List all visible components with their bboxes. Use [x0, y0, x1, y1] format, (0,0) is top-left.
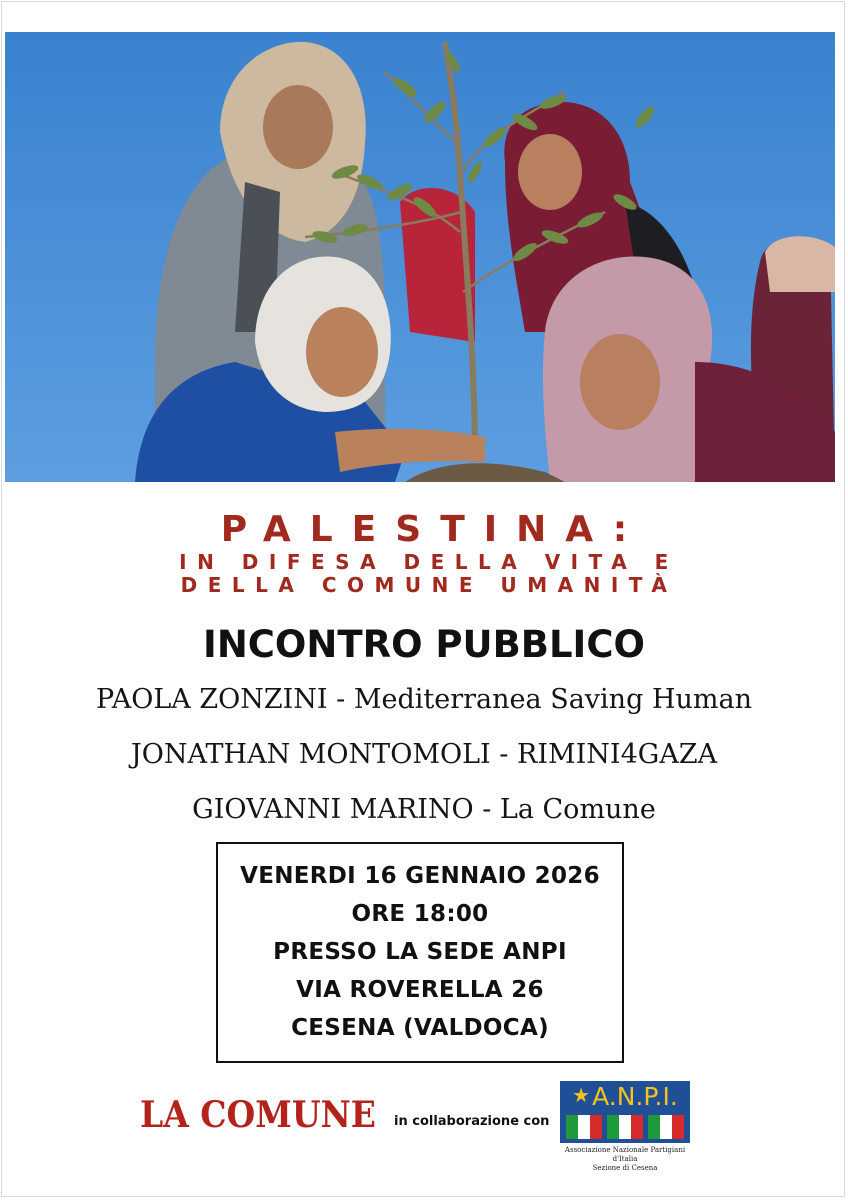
la-comune-logo: LA COMUNE [140, 1092, 376, 1136]
italian-flag-icon [607, 1115, 643, 1139]
speaker-3: GIOVANNI MARINO - La Comune [192, 794, 656, 825]
event-city: CESENA (VALDOCA) [291, 1015, 549, 1041]
anpi-caption-line-2: Sezione di Cesena [592, 1164, 658, 1172]
photo-women-planting-olive-tree [5, 32, 835, 482]
event-place: PRESSO LA SEDE ANPI [273, 939, 567, 965]
event-address: VIA ROVERELLA 26 [296, 977, 544, 1003]
anpi-logo-text: A.N.P.I. [592, 1081, 678, 1111]
star-icon: ★ [572, 1085, 591, 1107]
title-subtitle-line-2: DELLA COMUNE UMANITÀ [180, 573, 678, 597]
title-subtitle-line-1: IN DIFESA DELLA VITA E [179, 550, 679, 574]
meeting-heading: INCONTRO PUBBLICO [203, 623, 645, 666]
hero-photo [5, 32, 835, 482]
anpi-logo [560, 1081, 690, 1143]
speaker-2: JONATHAN MONTOMOLI - RIMINI4GAZA [130, 739, 718, 770]
event-date: VENERDI 16 GENNAIO 2026 [240, 863, 600, 889]
title-main: PALESTINA: [220, 509, 647, 550]
collaboration-text: in collaborazione con [394, 1114, 550, 1129]
event-info-box [216, 842, 624, 1063]
italian-flag-icon [566, 1115, 602, 1139]
event-time: ORE 18:00 [351, 901, 489, 927]
speaker-1: PAOLA ZONZINI - Mediterranea Saving Human [96, 684, 752, 715]
anpi-caption [558, 1146, 692, 1173]
italian-flag-icon [648, 1115, 684, 1139]
anpi-caption-line-1: Associazione Nazionale Partigiani d'Italia [564, 1146, 686, 1163]
